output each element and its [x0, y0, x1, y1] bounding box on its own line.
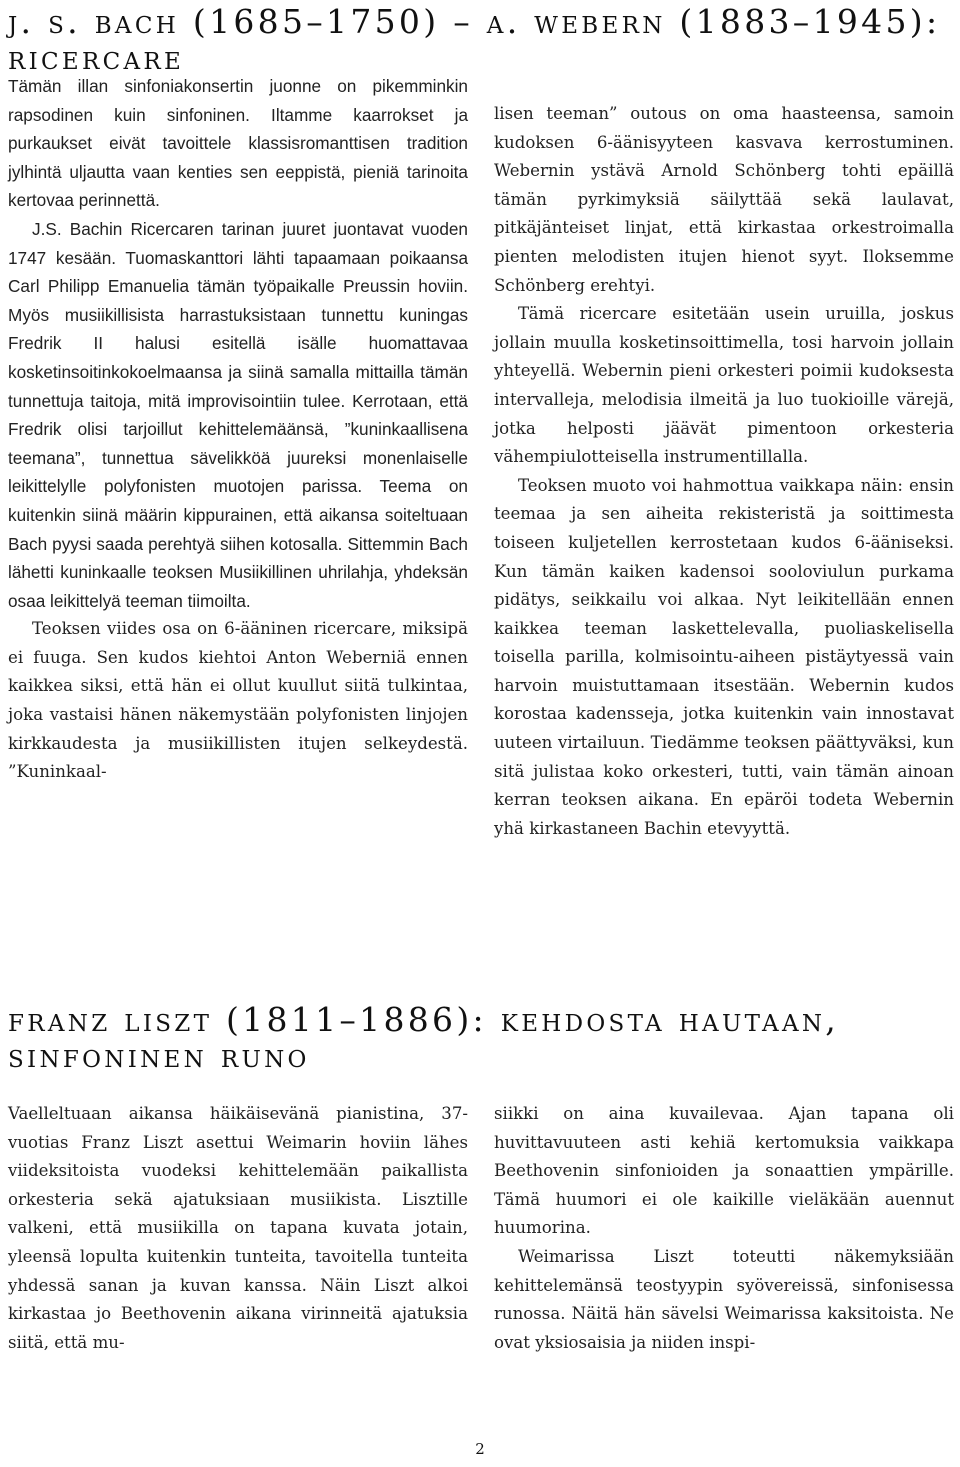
bach-story-lead: J.S. Bachin Ricercaren tarinan juuret juontavat vuoden 1747 kesään. [8, 218, 468, 268]
liszt-right-column [494, 1100, 954, 1357]
page-number: 2 [475, 1440, 485, 1458]
paragraph: Teoksen muoto voi hahmottua vaikkapa näin: ensin teemaa ja sen aiheita rekisteristä ja soittimesta toiseen kuljetellen kerrostetaan kudos 6-ääniseksi. Kun tämän kaiken kadensoi sooloviulun purkama pidätys, seikkailu voi alkaa. Nyt leikitellään ennen kaikkea teeman laskettelevalla, puoliaskelisella toisella parilla, kolmisointu-aiheen pistäytyessä vain harvoin muistuttamaan itsestään. Webernin kudos korostaa kadensseja, jotka kuitenkin vain innostavat uuteen virtailuun. Tiedämme teoksen päättyväksi, kun sitä julistaa koko orkesteri, tutti, vain tämän ainoan kerran teoksen aikana. En epäröi todeta Webernin yhä kirkastaneen Bachin etevyyttä. [494, 475, 954, 838]
paragraph [8, 215, 468, 615]
paragraph: Teoksen viides osa on 6-ääninen ricercare, miksipä ei fuuga. Sen kudos kiehtoi Anton Weberniä ennen kaikkea siksi, että hän ei ollut kuullut siitä tulkintaa, joka vastaisi hänen näkemystään polyfonisten linjojen kirkkaudesta ja musiikillisten itujen selkeydestä. ”Kuninkaal- [8, 619, 468, 782]
paragraph: Vaelleltuaan aikansa häikäisevänä pianistina, 37-vuotias Franz Liszt asettui Weimarin hoviin lähes viideksitoista vuodeksi kehittelemään paikallista orkesteria sekä ajatuksiaan musiikista. Lisztille valkeni, että musiikilla on tapana kuvata jotain, yleensä lopulta kuitenkin tunteita, tavoitella tunteita yhdessä sanan ja kuvan kanssa. Näin Liszt alkoi kirkastaa jo Beethovenin aikana virinneitä ajatuksia siitä, että mu- [8, 1104, 468, 1352]
paragraph: Tämä ricercare esitetään usein uruilla, joskus jollain muulla kosketinsoittimella, tosi harvoin jollain yhteyellä. Webernin pieni orkesteri poimii kudoksesta intervalleja, melodisia ilmeitä ja luo tuokioille värejä, jotka helposti jäävät pimentoon orkesteria vähempiulotteisella instrumentillalla. [494, 304, 954, 467]
bach-left-column [8, 72, 468, 787]
paragraph: siikki on aina kuvailevaa. Ajan tapana oli huvittavuuteen asti kehiä kertomuksia vaikkapa Beethovenin sinfonioiden ja sonaattien ympärille. Tämä huumori ei ole kaikille vieläkään auennut huumorina. [494, 1104, 954, 1238]
bach-right-column [494, 100, 954, 843]
intro-paragraph: Tämän illan sinfoniakonsertin juonne on pikemminkin rapsodinen kuin sinfoninen. Iltamme kaarrokset ja purkaukset eivät tavoittele klassisromanttisen tradition jylhintä uljautta vaan kenties sen eeppistä, pieniä tarinoita kertovaa perinnettä. [8, 76, 468, 211]
section-heading-liszt: franz liszt (1811–1886): kehdosta hautaan, sinfoninen runo [8, 1000, 840, 1075]
section-heading-bach-webern: j. s. bach (1685–1750) – a. webern (1883–1945): ricercare [8, 2, 941, 77]
bach-story-text: Tuomaskanttori lähti tapaamaan poikaansa Carl Philipp Emanuelia tämän työpaikalle Preussin hoviin. Myös musiikillisista harrastuksistaan tunnettu kuningas Fredrik II halusi esitellä isälle huomattavaa kosketinsoitinkokoelmaansa ja siinä samalla mittailla tämän tunnettuja taitoja, mitä improvisointiin tulee. Kerrotaan, että Fredrik olisi tarjoillut kehittelemäänsä, ”kuninkaallisena teemana”, tunnettua sävelikköä juureksi monenlaiselle leikittelylle polyfonisten muotojen parissa. Teema on kuitenkin siinä määrin kippurainen, että aikansa soiteltuaan Bach pyysi saada perehtyä siihen kotosalla. Sittemmin Bach lähetti kuninkaalle teoksen Musiikillinen uhrilahja, yhdeksän osaa leikittelyä teeman tiimoilta. [8, 247, 469, 611]
paragraph: Weimarissa Liszt toteutti näkemyksiään kehittelemänsä teostyypin syövereissä, sinfonisessa runossa. Näitä hän sävelsi Weimarissa kaksitoista. Ne ovat yksiosaisia ja niiden inspi- [494, 1246, 954, 1352]
paragraph: lisen teeman” outous on oma haasteensa, samoin kudoksen 6-äänisyyteen kasvava kerrostuminen. Webernin ystävä Arnold Schönberg tohti epäillä tämän pyrkimyksiä säilyttää sekä laulavat, pitkäjänteiset linjat, että kirkastaa orkestroimalla pienten melodisten itujen hienot syyt. Iloksemme Schönberg erehtyi. [494, 104, 954, 295]
liszt-left-column [8, 1100, 468, 1357]
